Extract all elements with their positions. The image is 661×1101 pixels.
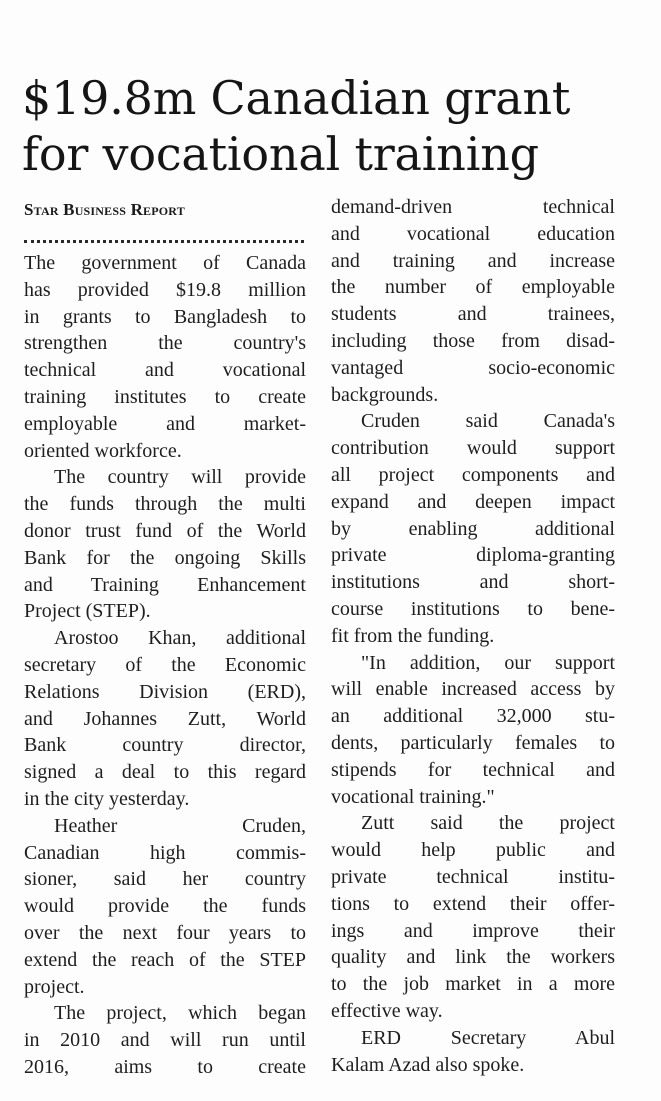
text-line: The project, which began bbox=[54, 1002, 306, 1025]
text-line: private technical institu- bbox=[331, 865, 615, 888]
text-line: "In addition, our support bbox=[361, 651, 615, 674]
text-line: ERD Secretary Abul bbox=[361, 1026, 615, 1049]
text-line: 2016, aims to create bbox=[24, 1055, 306, 1078]
text-line: vantaged socio-economic bbox=[331, 356, 615, 379]
text-line: including those from disad- bbox=[331, 329, 615, 352]
text-line: will enable increased access by bbox=[331, 678, 615, 701]
text-line: effective way. bbox=[331, 999, 443, 1022]
text-line: the number of employable bbox=[331, 276, 615, 299]
text-line: technical and vocational bbox=[24, 359, 306, 382]
text-line: Bank for the ongoing Skills bbox=[24, 546, 306, 569]
text-line: students and trainees, bbox=[331, 303, 615, 326]
text-line: oriented workforce. bbox=[24, 439, 182, 462]
text-line: backgrounds. bbox=[331, 383, 439, 406]
text-line: the funds through the multi bbox=[24, 493, 306, 516]
text-line: dents, particularly females to bbox=[331, 731, 615, 754]
text-line: quality and link the workers bbox=[331, 946, 615, 969]
text-line: course institutions to bene- bbox=[331, 597, 615, 620]
text-line: by enabling additional bbox=[331, 517, 615, 540]
text-line: over the next four years to bbox=[24, 921, 306, 944]
text-line: to the job market in a more bbox=[331, 973, 615, 996]
text-line: in grants to Bangladesh to bbox=[24, 305, 306, 328]
text-line: demand-driven technical bbox=[331, 196, 615, 218]
text-line: training institutes to create bbox=[24, 385, 306, 408]
text-line: donor trust fund of the World bbox=[24, 519, 306, 542]
text-line: Arostoo Khan, additional bbox=[54, 627, 306, 650]
text-line: The government of Canada bbox=[24, 252, 306, 274]
text-line: Project (STEP). bbox=[24, 600, 151, 623]
text-line: Heather Cruden, bbox=[54, 814, 306, 837]
text-line: and training and increase bbox=[331, 249, 615, 272]
article-column-left bbox=[24, 250, 306, 1081]
text-line: Relations Division (ERD), bbox=[24, 680, 306, 703]
text-line: employable and market- bbox=[24, 412, 306, 435]
text-line: institutions and short- bbox=[331, 571, 615, 594]
text-line: secretary of the Economic bbox=[24, 653, 306, 676]
text-line: contribution would support bbox=[331, 437, 615, 460]
text-line: tions to extend their offer- bbox=[331, 892, 615, 915]
text-line: Kalam Azad also spoke. bbox=[331, 1053, 525, 1076]
text-line: The country will provide bbox=[54, 466, 306, 489]
headline bbox=[22, 70, 652, 182]
text-line: and Training Enhancement bbox=[24, 573, 306, 596]
text-line: signed a deal to this regard bbox=[24, 761, 306, 784]
text-line: and vocational education bbox=[331, 222, 615, 245]
text-line: in 2010 and will run until bbox=[24, 1029, 306, 1052]
dotted-divider bbox=[24, 240, 304, 243]
text-line: Canadian high commis- bbox=[24, 841, 306, 864]
text-line: expand and deepen impact bbox=[331, 490, 615, 513]
text-line: stipends for technical and bbox=[331, 758, 615, 781]
text-line: extend the reach of the STEP bbox=[24, 948, 306, 971]
text-line: strengthen the country's bbox=[24, 332, 306, 355]
headline-line-1: $19.8m Canadian grant bbox=[22, 71, 571, 125]
text-line: fit from the funding. bbox=[331, 624, 495, 647]
text-line: and Johannes Zutt, World bbox=[24, 707, 306, 730]
text-line: sioner, said her country bbox=[24, 868, 306, 891]
text-line: in the city yesterday. bbox=[24, 787, 190, 810]
text-line: project. bbox=[24, 975, 85, 998]
text-line: private diploma-granting bbox=[331, 544, 615, 567]
text-line: an additional 32,000 stu- bbox=[331, 705, 615, 728]
text-line: Zutt said the project bbox=[361, 812, 615, 835]
text-line: vocational training." bbox=[331, 785, 495, 808]
article-column-right bbox=[331, 194, 615, 1078]
text-line: all project components and bbox=[331, 463, 615, 486]
headline-line-2: for vocational training bbox=[22, 127, 539, 181]
byline: Star Business Report bbox=[24, 200, 185, 219]
text-line: would help public and bbox=[331, 839, 615, 862]
text-line: ings and improve their bbox=[331, 919, 615, 942]
text-line: would provide the funds bbox=[24, 895, 306, 918]
text-line: Cruden said Canada's bbox=[361, 410, 615, 433]
text-line: has provided $19.8 million bbox=[24, 278, 306, 301]
text-line: Bank country director, bbox=[24, 734, 306, 757]
